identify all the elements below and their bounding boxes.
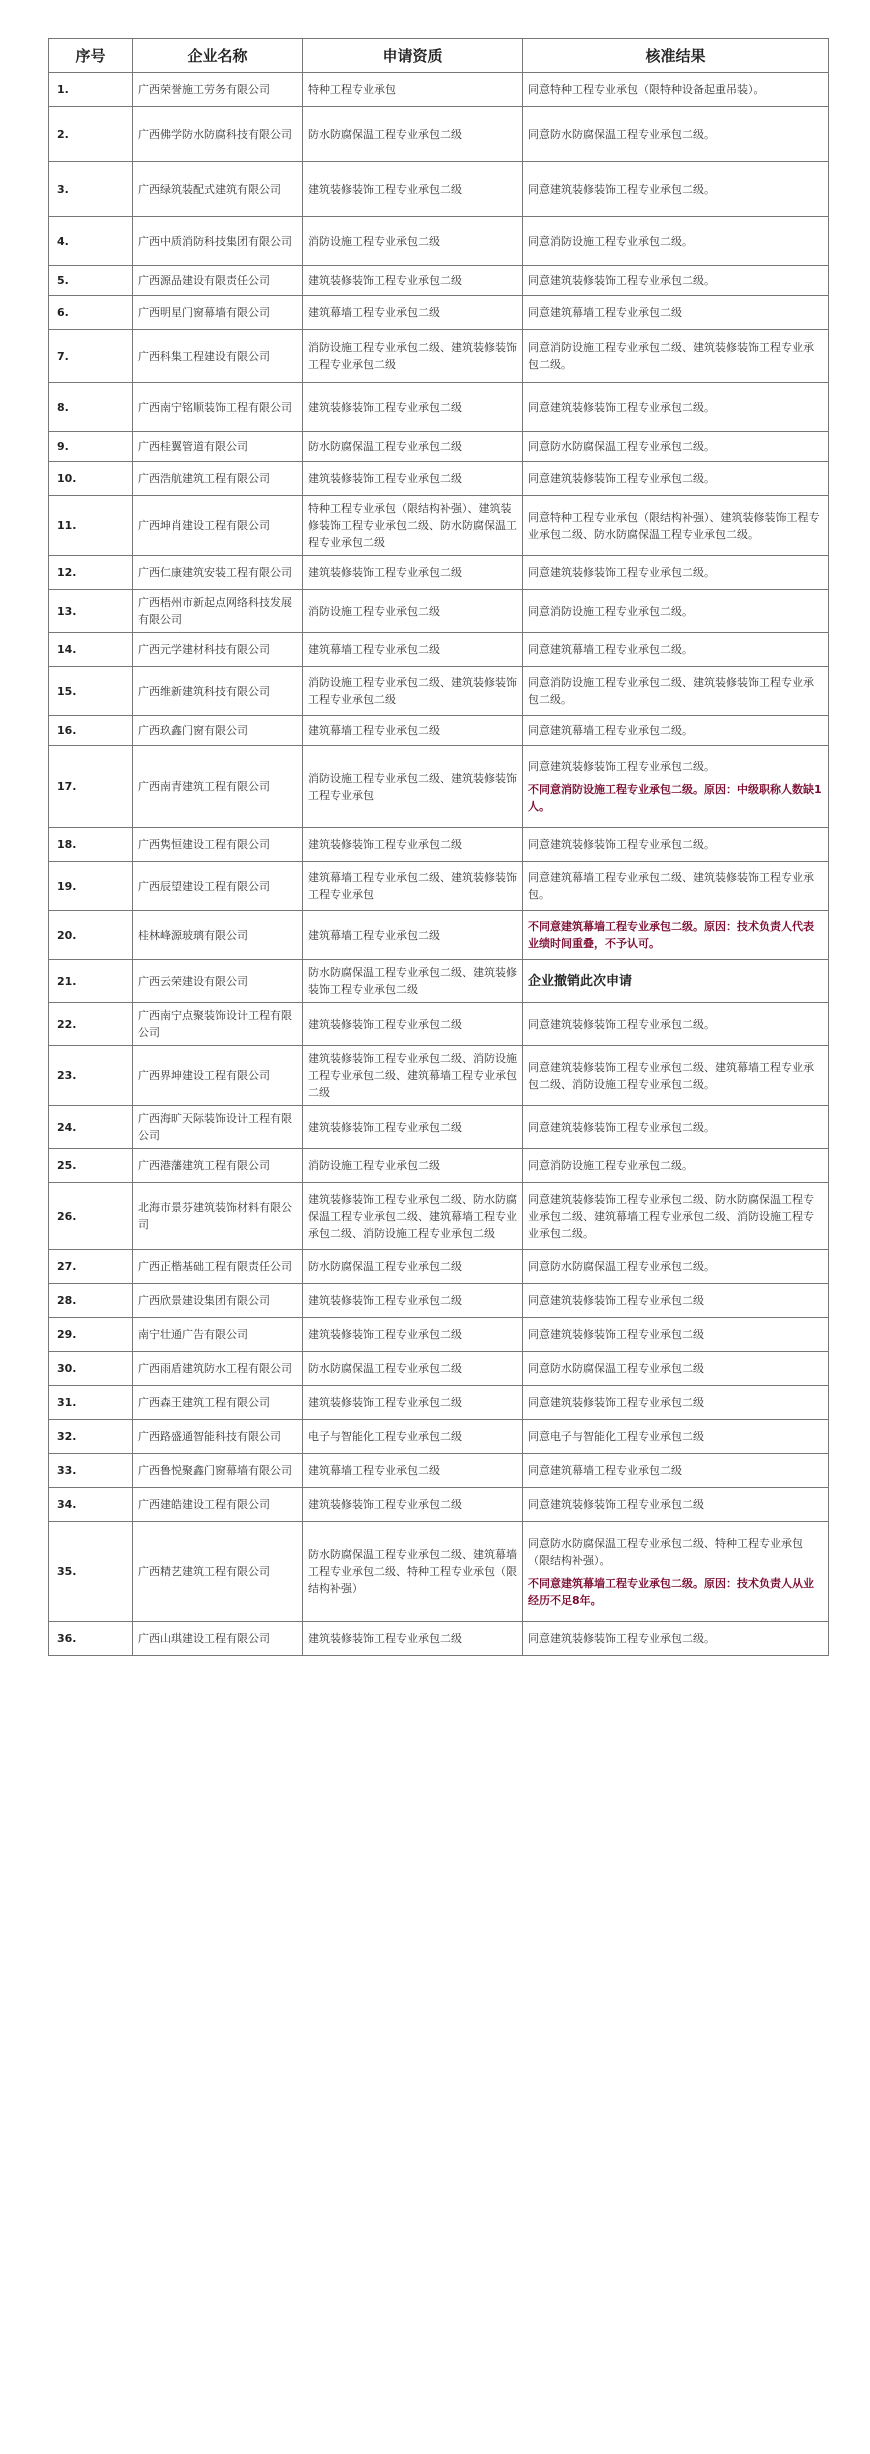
row-applied-qualification: 建筑装修装饰工程专业承包二级 [303, 1386, 523, 1420]
row-applied-qualification: 建筑装修装饰工程专业承包二级 [303, 1284, 523, 1318]
row-serial-number: 4. [49, 217, 133, 266]
result-approved-line: 同意建筑装修装饰工程专业承包二级。 [528, 1632, 715, 1645]
row-serial-number: 29. [49, 1318, 133, 1352]
row-applied-qualification: 消防设施工程专业承包二级 [303, 590, 523, 633]
row-serial-number: 33. [49, 1454, 133, 1488]
row-serial-number: 25. [49, 1149, 133, 1183]
result-approved-line: 同意建筑装修装饰工程专业承包二级、防水防腐保温工程专业承包二级、建筑幕墙工程专业承包二级、消防设施工程专业承包二级。 [528, 1192, 814, 1240]
row-company-name: 广西雨盾建筑防水工程有限公司 [133, 1352, 303, 1386]
row-company-name: 广西中质消防科技集团有限公司 [133, 217, 303, 266]
table-row [49, 556, 829, 590]
row-serial-number: 21. [49, 960, 133, 1003]
row-approval-result [523, 496, 829, 556]
result-approved-line: 同意建筑装修装饰工程专业承包二级。 [528, 182, 715, 196]
table-row [49, 911, 829, 960]
result-approved-line: 同意防水防腐保温工程专业承包二级 [528, 1362, 704, 1375]
row-company-name: 广西欣景建设集团有限公司 [133, 1284, 303, 1318]
row-approval-result [523, 330, 829, 383]
row-serial-number: 13. [49, 590, 133, 633]
table-row [49, 107, 829, 162]
row-serial-number: 22. [49, 1003, 133, 1046]
row-serial-number: 36. [49, 1622, 133, 1656]
table-row [49, 296, 829, 330]
row-serial-number: 3. [49, 162, 133, 217]
result-approved-line: 同意消防设施工程专业承包二级、建筑装修装饰工程专业承包二级。 [528, 676, 814, 706]
result-approved-line: 同意消防设施工程专业承包二级。 [528, 1159, 693, 1172]
row-applied-qualification: 特种工程专业承包 [303, 73, 523, 107]
row-applied-qualification: 建筑装修装饰工程专业承包二级、防水防腐保温工程专业承包二级、建筑幕墙工程专业承包二级、消防设施工程专业承包二级 [303, 1183, 523, 1250]
row-serial-number: 6. [49, 296, 133, 330]
result-approved-line: 同意防水防腐保温工程专业承包二级。 [528, 127, 715, 141]
approval-table-container [48, 38, 828, 1656]
row-company-name: 广西玖鑫门窗有限公司 [133, 716, 303, 746]
row-serial-number: 26. [49, 1183, 133, 1250]
table-row [49, 862, 829, 911]
row-company-name: 广西佛学防水防腐科技有限公司 [133, 107, 303, 162]
row-company-name: 广西界坤建设工程有限公司 [133, 1046, 303, 1106]
row-approval-result [523, 1318, 829, 1352]
row-serial-number: 17. [49, 746, 133, 828]
row-company-name: 广西维新建筑科技有限公司 [133, 667, 303, 716]
table-row [49, 496, 829, 556]
row-company-name: 广西南宁点聚装饰设计工程有限公司 [133, 1003, 303, 1046]
result-rejected-line: 不同意建筑幕墙工程专业承包二级。原因：技术负责人从业经历不足8年。 [528, 1576, 814, 1607]
table-row [49, 633, 829, 667]
result-approved-line: 同意特种工程专业承包（限特种设备起重吊装）。 [528, 83, 765, 96]
row-applied-qualification: 建筑装修装饰工程专业承包二级 [303, 556, 523, 590]
row-applied-qualification: 建筑幕墙工程专业承包二级、建筑装修装饰工程专业承包 [303, 862, 523, 911]
result-approved-line: 同意电子与智能化工程专业承包二级 [528, 1430, 704, 1443]
row-company-name: 广西桂翼管道有限公司 [133, 432, 303, 462]
result-rejected-line: 不同意建筑幕墙工程专业承包二级。原因：技术负责人代表业绩时间重叠，不予认可。 [528, 920, 814, 950]
result-approved-line: 同意建筑装修装饰工程专业承包二级、建筑幕墙工程专业承包二级、消防设施工程专业承包二级。 [528, 1060, 814, 1091]
row-applied-qualification: 防水防腐保温工程专业承包二级 [303, 432, 523, 462]
result-approved-line: 同意特种工程专业承包（限结构补强）、建筑装修装饰工程专业承包二级、防水防腐保温工程专业承包二级。 [528, 510, 820, 541]
result-approved-line: 同意防水防腐保温工程专业承包二级。 [528, 440, 715, 453]
row-company-name: 广西港藩建筑工程有限公司 [133, 1149, 303, 1183]
row-approval-result [523, 556, 829, 590]
row-company-name: 广西仁康建筑安装工程有限公司 [133, 556, 303, 590]
row-serial-number: 20. [49, 911, 133, 960]
header-company-name: 企业名称 [133, 39, 303, 73]
row-company-name: 桂林峰源玻璃有限公司 [133, 911, 303, 960]
row-applied-qualification: 防水防腐保温工程专业承包二级、建筑装修装饰工程专业承包二级 [303, 960, 523, 1003]
table-row [49, 1318, 829, 1352]
table-row [49, 217, 829, 266]
result-approved-line: 同意建筑幕墙工程专业承包二级 [528, 306, 682, 319]
row-applied-qualification: 建筑幕墙工程专业承包二级 [303, 633, 523, 667]
row-applied-qualification: 电子与智能化工程专业承包二级 [303, 1420, 523, 1454]
header-approval-result: 核准结果 [523, 39, 829, 73]
result-rejected-line: 不同意消防设施工程专业承包二级。原因：中级职称人数缺1人。 [528, 783, 822, 813]
row-approval-result [523, 383, 829, 432]
row-serial-number: 15. [49, 667, 133, 716]
table-row [49, 667, 829, 716]
row-approval-result [523, 1522, 829, 1622]
row-applied-qualification: 消防设施工程专业承包二级 [303, 217, 523, 266]
row-company-name: 广西建皓建设工程有限公司 [133, 1488, 303, 1522]
row-company-name: 广西元学建材科技有限公司 [133, 633, 303, 667]
row-applied-qualification: 建筑装修装饰工程专业承包二级 [303, 828, 523, 862]
row-serial-number: 18. [49, 828, 133, 862]
table-row [49, 162, 829, 217]
row-approval-result [523, 911, 829, 960]
table-row [49, 432, 829, 462]
result-approved-line: 同意建筑装修装饰工程专业承包二级。 [528, 566, 715, 579]
row-serial-number: 14. [49, 633, 133, 667]
row-company-name: 广西精艺建筑工程有限公司 [133, 1522, 303, 1622]
row-approval-result [523, 1488, 829, 1522]
row-serial-number: 30. [49, 1352, 133, 1386]
row-company-name: 广西路盛通智能科技有限公司 [133, 1420, 303, 1454]
row-company-name: 广西南宁铭顺装饰工程有限公司 [133, 383, 303, 432]
row-approval-result [523, 667, 829, 716]
row-company-name: 广西梧州市新起点网络科技发展有限公司 [133, 590, 303, 633]
result-approved-line: 同意建筑装修装饰工程专业承包二级。 [528, 274, 715, 287]
table-row [49, 1183, 829, 1250]
row-approval-result [523, 107, 829, 162]
row-approval-result [523, 1284, 829, 1318]
row-approval-result [523, 1046, 829, 1106]
result-approved-line: 同意防水防腐保温工程专业承包二级。 [528, 1260, 715, 1273]
row-approval-result [523, 1622, 829, 1656]
result-approved-line: 同意建筑装修装饰工程专业承包二级 [528, 1396, 704, 1409]
row-serial-number: 1. [49, 73, 133, 107]
table-row [49, 383, 829, 432]
row-applied-qualification: 防水防腐保温工程专业承包二级 [303, 107, 523, 162]
row-approval-result [523, 1183, 829, 1250]
row-serial-number: 16. [49, 716, 133, 746]
row-approval-result [523, 462, 829, 496]
row-company-name: 广西浩航建筑工程有限公司 [133, 462, 303, 496]
row-company-name: 广西科集工程建设有限公司 [133, 330, 303, 383]
table-row [49, 590, 829, 633]
row-applied-qualification: 建筑装修装饰工程专业承包二级 [303, 1318, 523, 1352]
row-company-name: 北海市景芬建筑装饰材料有限公司 [133, 1183, 303, 1250]
row-serial-number: 5. [49, 266, 133, 296]
table-body [49, 73, 829, 1656]
result-approved-line: 同意建筑幕墙工程专业承包二级 [528, 1464, 682, 1477]
row-company-name: 广西明星门窗幕墙有限公司 [133, 296, 303, 330]
table-row [49, 73, 829, 107]
table-row [49, 462, 829, 496]
row-approval-result [523, 1386, 829, 1420]
table-row [49, 1046, 829, 1106]
result-withdrawn-line: 企业撤销此次申请 [528, 973, 633, 989]
row-applied-qualification: 建筑装修装饰工程专业承包二级 [303, 1622, 523, 1656]
row-applied-qualification: 建筑装修装饰工程专业承包二级 [303, 1488, 523, 1522]
table-row [49, 1284, 829, 1318]
row-company-name: 广西海旷天际装饰设计工程有限公司 [133, 1106, 303, 1149]
header-applied-qualification: 申请资质 [303, 39, 523, 73]
table-row [49, 1250, 829, 1284]
row-serial-number: 12. [49, 556, 133, 590]
row-approval-result [523, 217, 829, 266]
row-applied-qualification: 建筑装修装饰工程专业承包二级 [303, 1003, 523, 1046]
result-approved-line: 同意防水防腐保温工程专业承包二级、特种工程专业承包（限结构补强）。 [528, 1536, 803, 1567]
result-approved-line: 同意建筑装修装饰工程专业承包二级。 [528, 1017, 715, 1031]
row-serial-number: 24. [49, 1106, 133, 1149]
row-applied-qualification: 建筑装修装饰工程专业承包二级 [303, 1106, 523, 1149]
row-approval-result [523, 828, 829, 862]
table-row [49, 716, 829, 746]
row-company-name: 广西荣誉施工劳务有限公司 [133, 73, 303, 107]
row-company-name: 广西森王建筑工程有限公司 [133, 1386, 303, 1420]
row-approval-result [523, 1420, 829, 1454]
row-serial-number: 11. [49, 496, 133, 556]
row-approval-result [523, 1352, 829, 1386]
row-company-name: 广西云荣建设有限公司 [133, 960, 303, 1003]
table-header [49, 39, 829, 73]
table-row [49, 828, 829, 862]
row-approval-result [523, 432, 829, 462]
result-approved-line: 同意建筑幕墙工程专业承包二级、建筑装修装饰工程专业承包。 [528, 871, 814, 901]
row-serial-number: 7. [49, 330, 133, 383]
row-serial-number: 32. [49, 1420, 133, 1454]
row-applied-qualification: 特种工程专业承包（限结构补强）、建筑装修装饰工程专业承包二级、防水防腐保温工程专业承包二级 [303, 496, 523, 556]
row-applied-qualification: 建筑幕墙工程专业承包二级 [303, 1454, 523, 1488]
row-company-name: 广西绿筑装配式建筑有限公司 [133, 162, 303, 217]
row-applied-qualification: 建筑装修装饰工程专业承包二级 [303, 462, 523, 496]
row-applied-qualification: 建筑幕墙工程专业承包二级 [303, 911, 523, 960]
row-applied-qualification: 建筑装修装饰工程专业承包二级、消防设施工程专业承包二级、建筑幕墙工程专业承包二级 [303, 1046, 523, 1106]
row-serial-number: 28. [49, 1284, 133, 1318]
approval-table [48, 38, 829, 1656]
row-company-name: 南宁壮通广告有限公司 [133, 1318, 303, 1352]
table-row [49, 1488, 829, 1522]
row-approval-result [523, 716, 829, 746]
row-approval-result [523, 1454, 829, 1488]
row-applied-qualification: 建筑装修装饰工程专业承包二级 [303, 383, 523, 432]
row-serial-number: 8. [49, 383, 133, 432]
row-company-name: 广西山琪建设工程有限公司 [133, 1622, 303, 1656]
row-approval-result [523, 1003, 829, 1046]
row-serial-number: 34. [49, 1488, 133, 1522]
row-applied-qualification: 建筑幕墙工程专业承包二级 [303, 296, 523, 330]
header-row [49, 39, 829, 73]
row-serial-number: 35. [49, 1522, 133, 1622]
row-approval-result [523, 590, 829, 633]
row-serial-number: 27. [49, 1250, 133, 1284]
row-approval-result [523, 266, 829, 296]
row-approval-result [523, 1250, 829, 1284]
row-applied-qualification: 消防设施工程专业承包二级、建筑装修装饰工程专业承包二级 [303, 330, 523, 383]
header-serial-number: 序号 [49, 39, 133, 73]
table-row [49, 960, 829, 1003]
row-approval-result [523, 162, 829, 217]
row-company-name: 广西辰望建设工程有限公司 [133, 862, 303, 911]
result-approved-line: 同意建筑幕墙工程专业承包二级。 [528, 643, 693, 656]
result-approved-line: 同意建筑装修装饰工程专业承包二级 [528, 1498, 704, 1511]
row-company-name: 广西隽恒建设工程有限公司 [133, 828, 303, 862]
table-row [49, 746, 829, 828]
row-approval-result [523, 633, 829, 667]
row-serial-number: 23. [49, 1046, 133, 1106]
row-serial-number: 9. [49, 432, 133, 462]
table-row [49, 1454, 829, 1488]
row-company-name: 广西南青建筑工程有限公司 [133, 746, 303, 828]
row-serial-number: 19. [49, 862, 133, 911]
table-row [49, 266, 829, 296]
row-company-name: 广西正楷基础工程有限责任公司 [133, 1250, 303, 1284]
result-approved-line: 同意建筑幕墙工程专业承包二级。 [528, 724, 693, 737]
row-applied-qualification: 消防设施工程专业承包二级、建筑装修装饰工程专业承包 [303, 746, 523, 828]
result-approved-line: 同意建筑装修装饰工程专业承包二级。 [528, 400, 715, 414]
result-approved-line: 同意消防设施工程专业承包二级。 [528, 604, 693, 618]
table-row [49, 1386, 829, 1420]
row-applied-qualification: 消防设施工程专业承包二级、建筑装修装饰工程专业承包二级 [303, 667, 523, 716]
result-approved-line: 同意消防设施工程专业承包二级。 [528, 234, 693, 248]
row-serial-number: 31. [49, 1386, 133, 1420]
row-approval-result [523, 296, 829, 330]
row-applied-qualification: 防水防腐保温工程专业承包二级 [303, 1352, 523, 1386]
row-serial-number: 10. [49, 462, 133, 496]
row-applied-qualification: 建筑装修装饰工程专业承包二级 [303, 162, 523, 217]
row-company-name: 广西坤肖建设工程有限公司 [133, 496, 303, 556]
table-row [49, 1522, 829, 1622]
row-applied-qualification: 防水防腐保温工程专业承包二级、建筑幕墙工程专业承包二级、特种工程专业承包（限结构补强） [303, 1522, 523, 1622]
row-approval-result [523, 960, 829, 1003]
row-approval-result [523, 1149, 829, 1183]
table-row [49, 330, 829, 383]
row-applied-qualification: 消防设施工程专业承包二级 [303, 1149, 523, 1183]
result-approved-line: 同意建筑装修装饰工程专业承包二级 [528, 1294, 704, 1307]
row-company-name: 广西源品建设有限责任公司 [133, 266, 303, 296]
row-applied-qualification: 建筑装修装饰工程专业承包二级 [303, 266, 523, 296]
table-row [49, 1149, 829, 1183]
table-row [49, 1352, 829, 1386]
row-applied-qualification: 建筑幕墙工程专业承包二级 [303, 716, 523, 746]
result-approved-line: 同意消防设施工程专业承包二级、建筑装修装饰工程专业承包二级。 [528, 341, 814, 371]
row-serial-number: 2. [49, 107, 133, 162]
table-row [49, 1106, 829, 1149]
table-row [49, 1622, 829, 1656]
result-approved-line: 同意建筑装修装饰工程专业承包二级。 [528, 472, 715, 485]
result-approved-line: 同意建筑装修装饰工程专业承包二级。 [528, 838, 715, 851]
row-applied-qualification: 防水防腐保温工程专业承包二级 [303, 1250, 523, 1284]
row-approval-result [523, 73, 829, 107]
row-approval-result [523, 862, 829, 911]
result-approved-line: 同意建筑装修装饰工程专业承包二级。 [528, 1120, 715, 1134]
row-approval-result [523, 746, 829, 828]
table-row [49, 1420, 829, 1454]
result-approved-line: 同意建筑装修装饰工程专业承包二级 [528, 1328, 704, 1341]
row-company-name: 广西鲁悦聚鑫门窗幕墙有限公司 [133, 1454, 303, 1488]
row-approval-result [523, 1106, 829, 1149]
table-row [49, 1003, 829, 1046]
result-approved-line: 同意建筑装修装饰工程专业承包二级。 [528, 760, 715, 773]
